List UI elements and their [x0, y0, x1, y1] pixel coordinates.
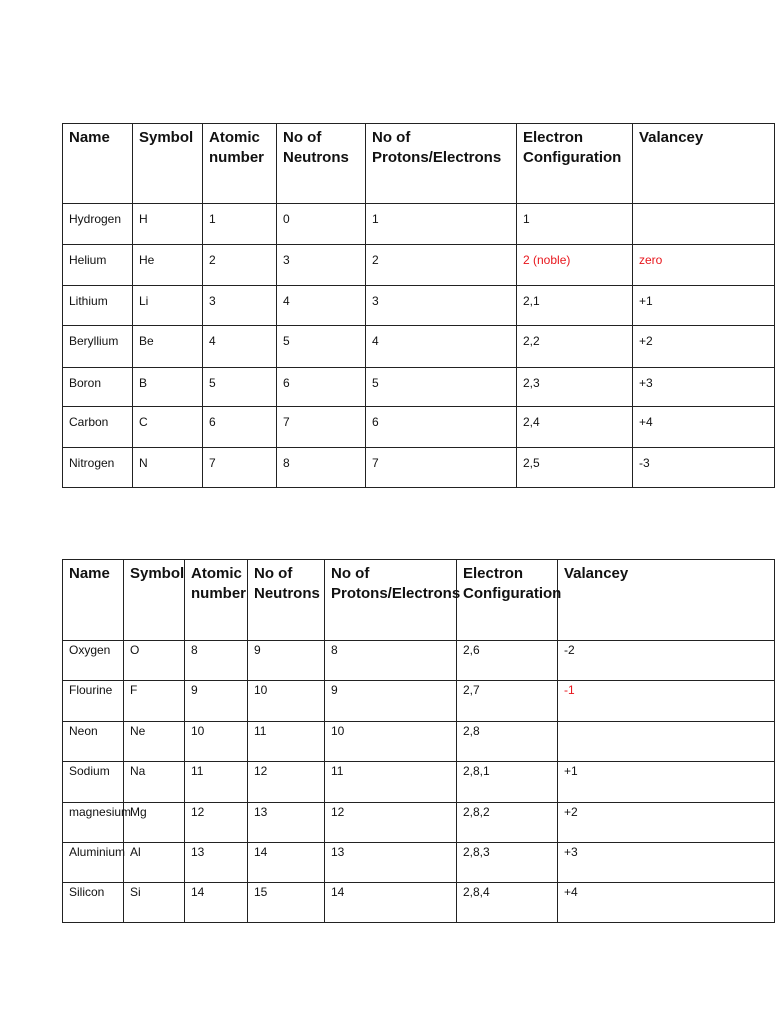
cell-atomic-number: 5 [203, 368, 277, 407]
cell-electron-configuration: 2,4 [517, 407, 633, 448]
elements-table-1 [62, 123, 775, 488]
cell-neutrons: 11 [248, 722, 325, 762]
cell-symbol: Ne [124, 722, 185, 762]
cell-neutrons: 5 [277, 326, 366, 368]
cell-symbol: H [133, 204, 203, 245]
cell-symbol: Al [124, 843, 185, 883]
table-row [63, 368, 775, 407]
table-row [63, 407, 775, 448]
cell-atomic-number: 1 [203, 204, 277, 245]
cell-electron-configuration: 2,8,3 [457, 843, 558, 883]
cell-symbol: Mg [124, 803, 185, 843]
cell-neutrons: 14 [248, 843, 325, 883]
cell-protons-electrons: 5 [366, 368, 517, 407]
cell-protons-electrons: 3 [366, 286, 517, 326]
table-row [63, 326, 775, 368]
cell-neutrons: 3 [277, 245, 366, 286]
col-header-protons-electrons: No of Protons/Electrons [366, 124, 517, 204]
table-row [63, 722, 775, 762]
cell-valancey: +3 [558, 843, 775, 883]
cell-atomic-number: 3 [203, 286, 277, 326]
cell-atomic-number: 13 [185, 843, 248, 883]
cell-atomic-number: 2 [203, 245, 277, 286]
cell-symbol: Be [133, 326, 203, 368]
cell-valancey: +2 [633, 326, 775, 368]
cell-protons-electrons: 6 [366, 407, 517, 448]
cell-neutrons: 0 [277, 204, 366, 245]
cell-name: Flourine [63, 681, 124, 722]
cell-electron-configuration: 1 [517, 204, 633, 245]
cell-valancey: zero [633, 245, 775, 286]
cell-protons-electrons: 7 [366, 448, 517, 488]
cell-protons-electrons: 8 [325, 641, 457, 681]
cell-electron-configuration: 2,6 [457, 641, 558, 681]
cell-neutrons: 4 [277, 286, 366, 326]
table-row [63, 843, 775, 883]
cell-electron-configuration: 2,3 [517, 368, 633, 407]
cell-electron-configuration: 2,2 [517, 326, 633, 368]
cell-symbol: B [133, 368, 203, 407]
cell-atomic-number: 14 [185, 883, 248, 923]
cell-protons-electrons: 11 [325, 762, 457, 803]
cell-atomic-number: 9 [185, 681, 248, 722]
cell-protons-electrons: 9 [325, 681, 457, 722]
cell-name: Oxygen [63, 641, 124, 681]
cell-atomic-number: 11 [185, 762, 248, 803]
col-header-electron-configuration: Electron Configuration [517, 124, 633, 204]
cell-electron-configuration: 2,8,4 [457, 883, 558, 923]
table-row [63, 245, 775, 286]
cell-electron-configuration: 2,8,2 [457, 803, 558, 843]
cell-name: Sodium [63, 762, 124, 803]
cell-valancey: +1 [633, 286, 775, 326]
table-row [63, 681, 775, 722]
col-header-atomic-number: Atomic number [185, 560, 248, 641]
table-row [63, 204, 775, 245]
cell-symbol: Na [124, 762, 185, 803]
cell-symbol: Li [133, 286, 203, 326]
cell-protons-electrons: 14 [325, 883, 457, 923]
cell-symbol: C [133, 407, 203, 448]
cell-electron-configuration: 2,1 [517, 286, 633, 326]
col-header-valancey: Valancey [633, 124, 775, 204]
table-row [63, 883, 775, 923]
cell-atomic-number: 12 [185, 803, 248, 843]
cell-valancey [633, 204, 775, 245]
cell-name: Beryllium [63, 326, 133, 368]
col-header-valancey: Valancey [558, 560, 775, 641]
cell-name: Aluminium [63, 843, 124, 883]
col-header-neutrons: No of Neutrons [248, 560, 325, 641]
cell-valancey: +4 [558, 883, 775, 923]
cell-neutrons: 13 [248, 803, 325, 843]
cell-name: Neon [63, 722, 124, 762]
table-row [63, 762, 775, 803]
cell-electron-configuration: 2,8,1 [457, 762, 558, 803]
cell-neutrons: 12 [248, 762, 325, 803]
cell-symbol: O [124, 641, 185, 681]
cell-name: Lithium [63, 286, 133, 326]
cell-valancey: +2 [558, 803, 775, 843]
cell-name: Hydrogen [63, 204, 133, 245]
cell-electron-configuration: 2 (noble) [517, 245, 633, 286]
cell-valancey: -2 [558, 641, 775, 681]
cell-symbol: He [133, 245, 203, 286]
cell-electron-configuration: 2,8 [457, 722, 558, 762]
cell-name: magnesium [63, 803, 124, 843]
cell-symbol: Si [124, 883, 185, 923]
cell-name: Helium [63, 245, 133, 286]
header-row [63, 560, 775, 641]
cell-atomic-number: 8 [185, 641, 248, 681]
cell-protons-electrons: 13 [325, 843, 457, 883]
cell-name: Boron [63, 368, 133, 407]
col-header-name: Name [63, 560, 124, 641]
table-row [63, 803, 775, 843]
cell-electron-configuration: 2,5 [517, 448, 633, 488]
cell-name: Silicon [63, 883, 124, 923]
cell-symbol: F [124, 681, 185, 722]
elements-table-2 [62, 559, 775, 923]
cell-valancey: -3 [633, 448, 775, 488]
cell-atomic-number: 7 [203, 448, 277, 488]
cell-neutrons: 8 [277, 448, 366, 488]
col-header-name: Name [63, 124, 133, 204]
cell-valancey: +3 [633, 368, 775, 407]
cell-protons-electrons: 10 [325, 722, 457, 762]
cell-valancey [558, 722, 775, 762]
cell-name: Nitrogen [63, 448, 133, 488]
header-row [63, 124, 775, 204]
cell-neutrons: 7 [277, 407, 366, 448]
cell-name: Carbon [63, 407, 133, 448]
cell-atomic-number: 10 [185, 722, 248, 762]
cell-protons-electrons: 1 [366, 204, 517, 245]
cell-protons-electrons: 2 [366, 245, 517, 286]
col-header-symbol: Symbol [133, 124, 203, 204]
cell-valancey: +1 [558, 762, 775, 803]
cell-neutrons: 15 [248, 883, 325, 923]
cell-neutrons: 9 [248, 641, 325, 681]
table-row [63, 641, 775, 681]
col-header-atomic-number: Atomic number [203, 124, 277, 204]
table-row [63, 286, 775, 326]
cell-atomic-number: 4 [203, 326, 277, 368]
col-header-protons-electrons: No of Protons/Electrons [325, 560, 457, 641]
cell-valancey: +4 [633, 407, 775, 448]
cell-neutrons: 6 [277, 368, 366, 407]
cell-atomic-number: 6 [203, 407, 277, 448]
cell-protons-electrons: 12 [325, 803, 457, 843]
cell-neutrons: 10 [248, 681, 325, 722]
cell-electron-configuration: 2,7 [457, 681, 558, 722]
cell-protons-electrons: 4 [366, 326, 517, 368]
col-header-neutrons: No of Neutrons [277, 124, 366, 204]
cell-valancey: -1 [558, 681, 775, 722]
col-header-electron-configuration: Electron Configuration [457, 560, 558, 641]
cell-symbol: N [133, 448, 203, 488]
col-header-symbol: Symbol [124, 560, 185, 641]
table-row [63, 448, 775, 488]
